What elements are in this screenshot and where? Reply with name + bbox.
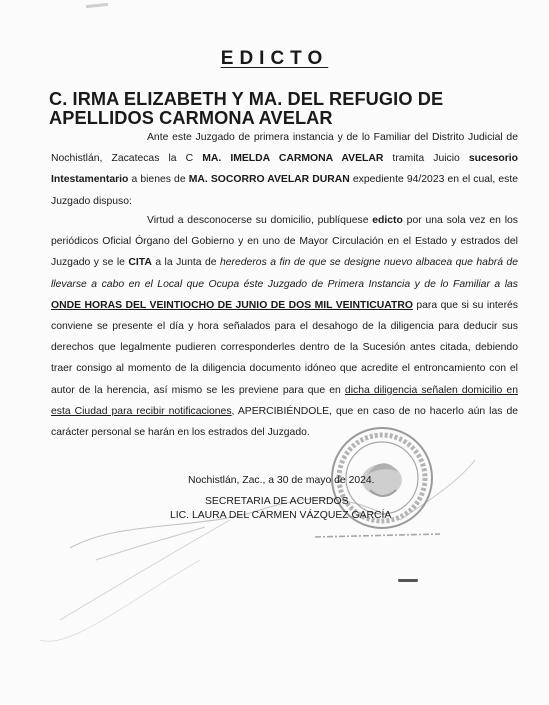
domicile-requirement: dicha diligencia señalen domicilio en esta Ciudad para recibir notificaciones	[51, 384, 518, 417]
signer-name: LIC. LAURA DEL CARMEN VÁZQUEZ GARCÍA	[170, 510, 392, 521]
document-title: EDICTO	[220, 48, 329, 69]
cita-word: CITA	[128, 257, 152, 269]
addressee-heading: C. IRMA ELIZABETH Y MA. DEL REFUGIO DE APELLIDOS CARMONA AVELAR	[49, 89, 444, 128]
trial-type: sucesorio Intestamentario	[51, 153, 518, 186]
petitioner-name: MA. IMELDA CARMONA AVELAR	[202, 153, 384, 165]
scan-smudge	[398, 579, 418, 582]
hearing-datetime: ONDE HORAS DEL VEINTIOCHO DE JUNIO DE DOS MIL VEINTICUATRO	[51, 299, 413, 311]
deceased-name: MA. SOCORRO AVELAR DURAN	[188, 174, 350, 186]
place-and-date: Nochistlán, Zac., a 30 de mayo de 2024.	[188, 475, 375, 486]
office-name: SECRETARIA DE ACUERDOS	[205, 496, 349, 507]
paragraph-citation: Virtud a desconocerse su domicilio, publíquese edicto por una sola vez en los periódicos Oficial Órgano del Gobierno y en uno de Mayor Circulación en el Estado y estrados del Juzgado y se le CITA a la Junta de herederos a fin de que se designe nuevo albacea que habrá de llevarse a cabo en el Local que Ocupa éste Juzgado de Primera Instancia y de lo Familiar a las ONDE HORAS DEL VEINTIOCHO DE JUNIO DE DOS MIL VEINTICUATRO para que si su interés conviene se presente el día y hora señalados para el desahogo de la diligencia para deducir sus derechos que legalmente pudieren corresponderles dentro de la Sucesión antes citada, debiendo traer consigo al momento de la diligencia documento idóneo que acredite el entroncamiento con el autor de la herencia, así mismo se les previene para que en dicha diligencia señalen domicilio en esta Ciudad para recibir notificaciones, APERCIBIÉNDOLE, que en caso de no hacerlo aún las de carácter personal se harán en los estrados del Juzgado.	[51, 215, 519, 439]
hearing-purpose: herederos a fin de que se designe nuevo albacea que habrá de llevarse a cabo en el Local que Ocupa éste Juzgado de Primera Instancia y de lo Familiar a las	[51, 257, 518, 290]
paragraph-intro: Ante este Juzgado de primera instancia y de lo Familiar del Distrito Judicial de Nochistlán, Zacatecas la C MA. IMELDA CARMONA AVELAR tramita Juicio sucesorio Intestamentario a bienes de MA. SOCORRO AVELAR DURAN expediente 94/2023 en el cual, este Juzgado dispuso:	[51, 132, 518, 207]
